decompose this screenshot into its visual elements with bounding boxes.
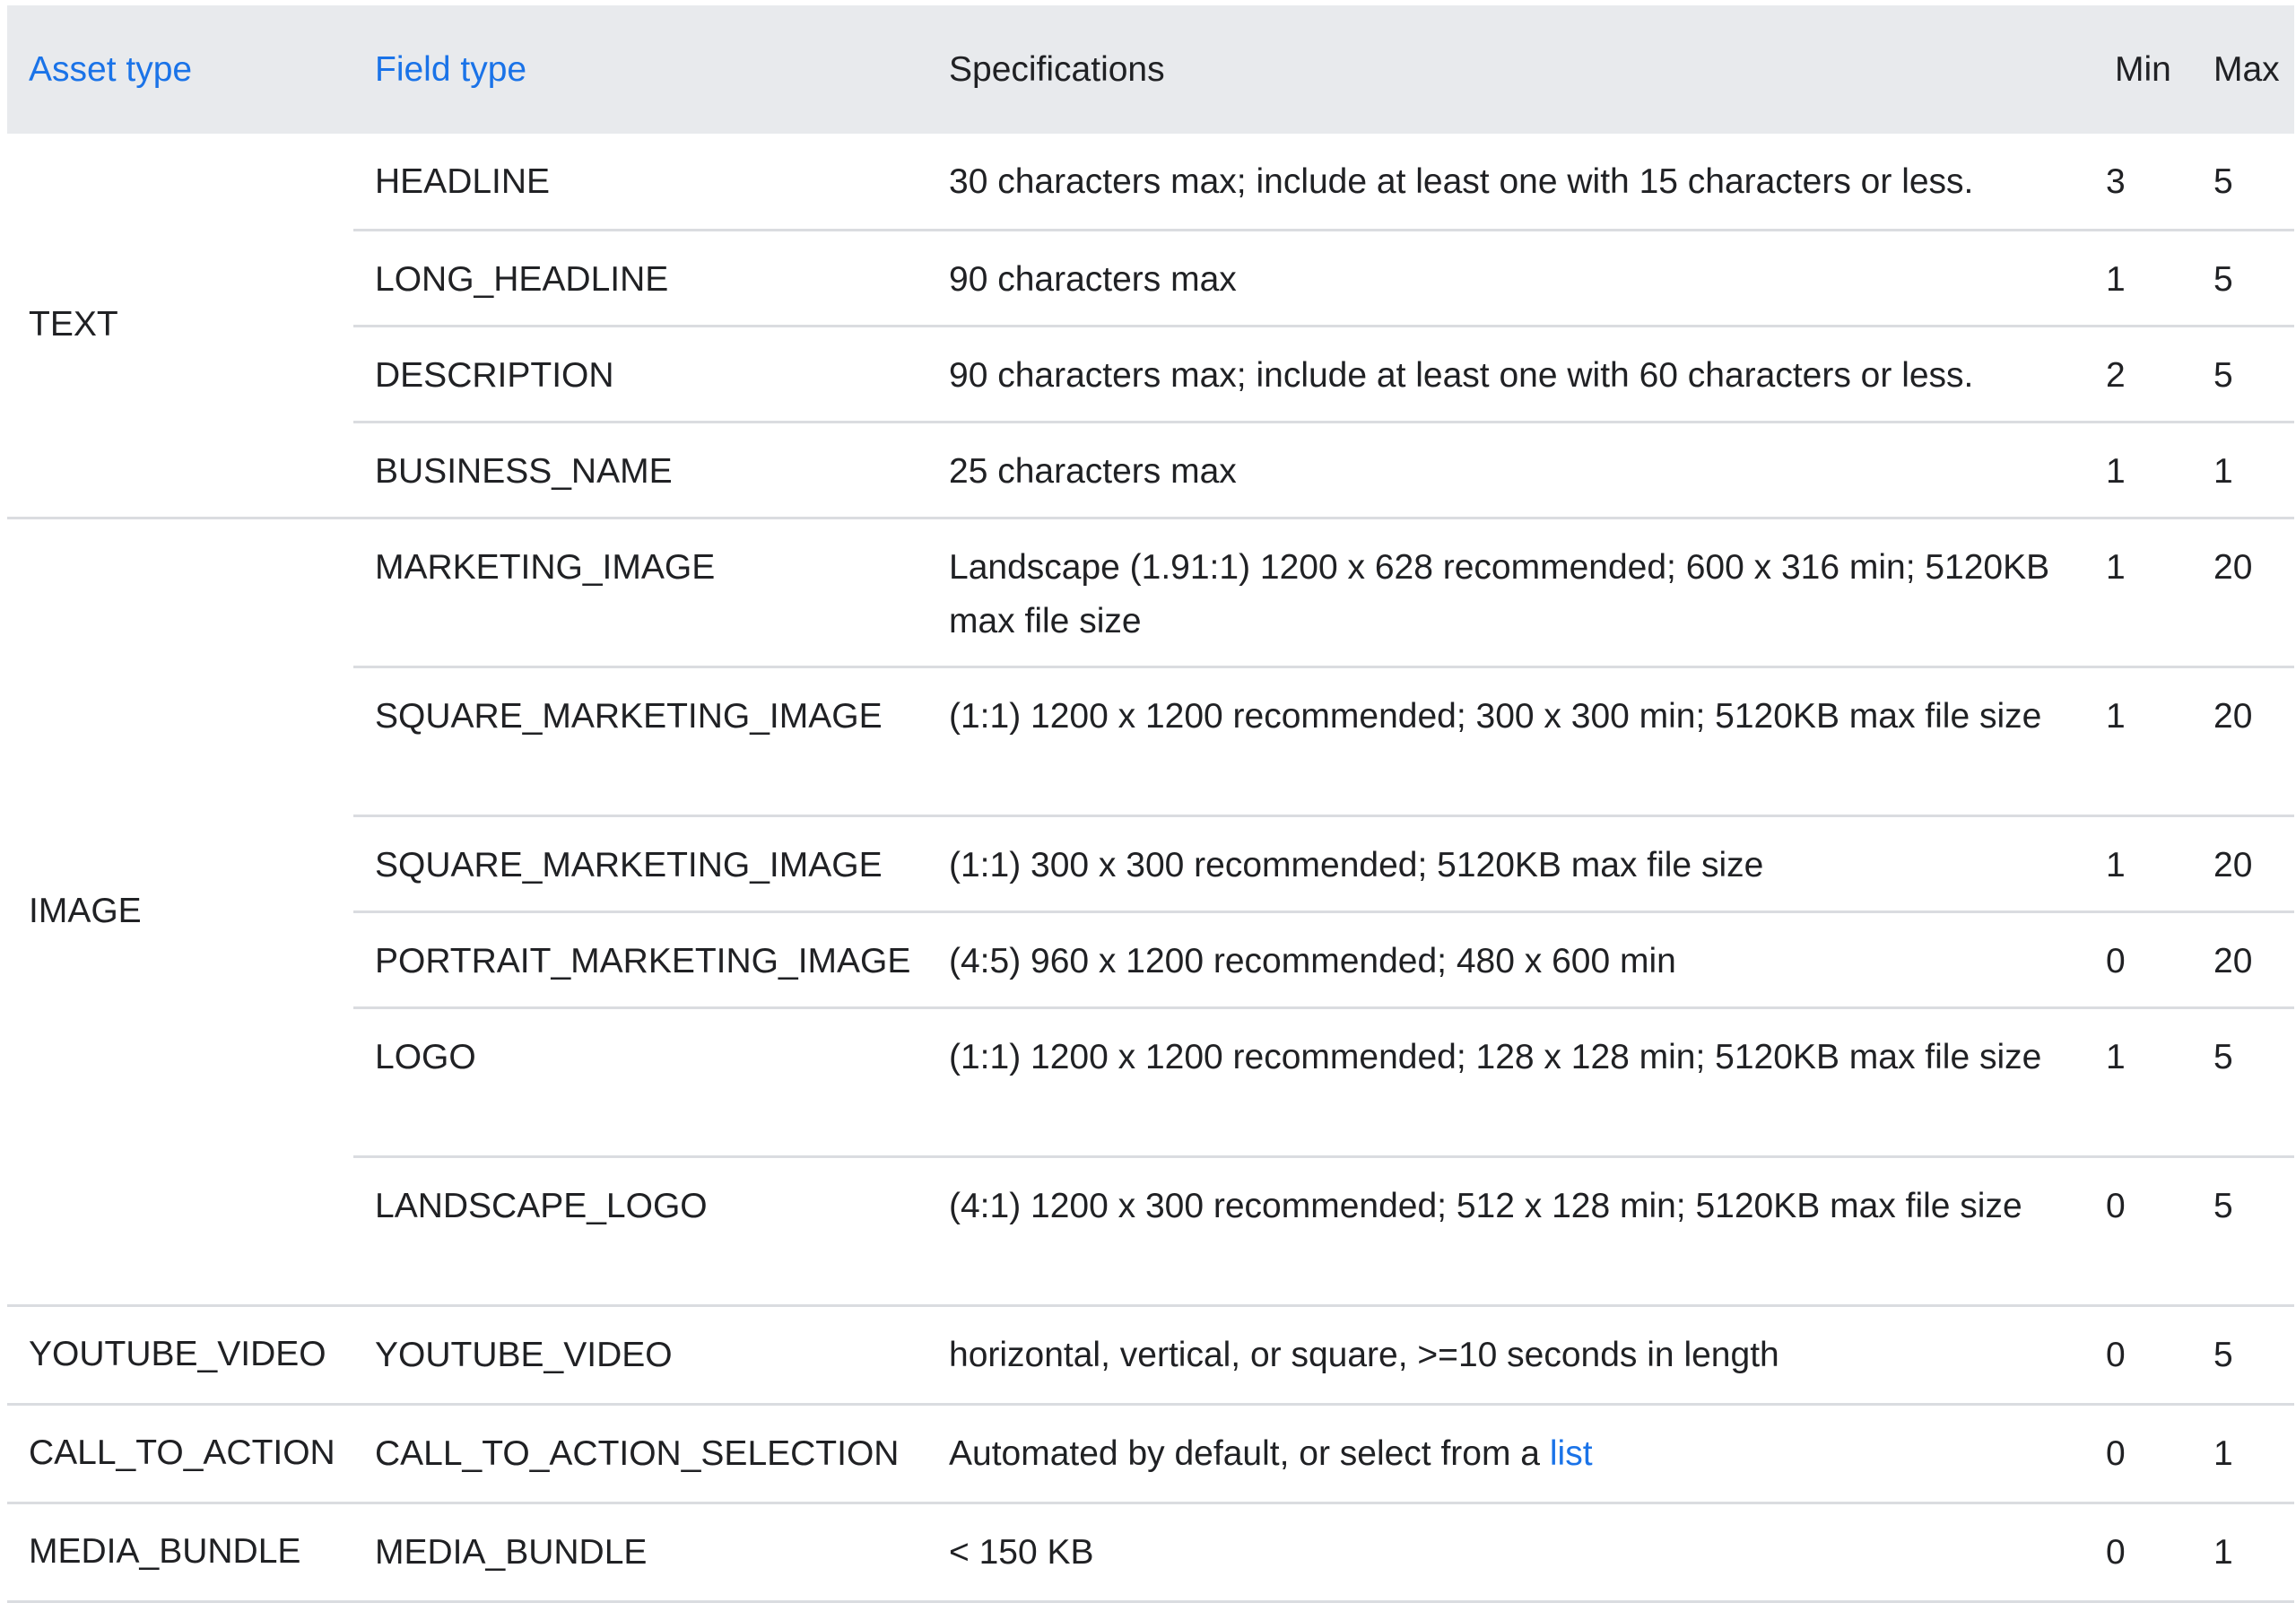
max-cell: 1 <box>2192 422 2294 518</box>
max-cell: 20 <box>2192 666 2294 815</box>
min-cell: 1 <box>2093 518 2192 666</box>
min-cell: 1 <box>2093 666 2192 815</box>
table-row <box>7 134 2294 230</box>
table-row <box>7 1305 2294 1404</box>
asset-spec-table <box>7 5 2294 1603</box>
spec-cell: (1:1) 1200 x 1200 recommended; 300 x 300 min; 5120KB max file size <box>927 666 2093 815</box>
min-cell: 3 <box>2093 134 2192 230</box>
spec-cell <box>927 1404 2093 1503</box>
min-cell: 0 <box>2093 1503 2192 1601</box>
min-cell: 1 <box>2093 815 2192 911</box>
field-type-cell: BUSINESS_NAME <box>353 422 927 518</box>
field-type-cell: YOUTUBE_VIDEO <box>353 1305 927 1404</box>
field-type-cell: SQUARE_MARKETING_IMAGE <box>353 815 927 911</box>
spec-cell: < 150 KB <box>927 1503 2093 1601</box>
asset-type-cell: MEDIA_BUNDLE <box>7 1503 353 1601</box>
header-min: Min <box>2115 49 2171 89</box>
cta-list-link[interactable]: list <box>1549 1433 1593 1473</box>
table-row <box>7 1503 2294 1601</box>
spec-cell: Landscape (1.91:1) 1200 x 628 recommended; 600 x 316 min; 5120KB max file size <box>927 518 2093 666</box>
field-type-cell: LANDSCAPE_LOGO <box>353 1156 927 1305</box>
field-type-cell: CALL_TO_ACTION_SELECTION <box>353 1404 927 1503</box>
max-cell: 20 <box>2192 815 2294 911</box>
asset-type-cell: CALL_TO_ACTION <box>7 1404 353 1503</box>
spec-cell: (4:5) 960 x 1200 recommended; 480 x 600 min <box>927 911 2093 1007</box>
table-row <box>7 1404 2294 1503</box>
min-cell: 0 <box>2093 1305 2192 1404</box>
spec-cell: 90 characters max; include at least one with 60 characters or less. <box>927 326 2093 422</box>
header-max: Max <box>2213 49 2280 89</box>
max-cell: 5 <box>2192 134 2294 230</box>
max-cell: 5 <box>2192 230 2294 326</box>
min-cell: 0 <box>2093 911 2192 1007</box>
max-cell: 5 <box>2192 1156 2294 1305</box>
field-type-cell: LOGO <box>353 1007 927 1156</box>
spec-cell: 25 characters max <box>927 422 2093 518</box>
max-cell: 5 <box>2192 1007 2294 1156</box>
min-cell: 2 <box>2093 326 2192 422</box>
max-cell: 20 <box>2192 911 2294 1007</box>
max-cell: 5 <box>2192 1305 2294 1404</box>
max-cell: 1 <box>2192 1404 2294 1503</box>
header-field-type[interactable]: Field type <box>375 49 527 89</box>
header-specifications: Specifications <box>949 49 1165 89</box>
header-row <box>7 5 2294 134</box>
table-body <box>7 134 2294 1601</box>
spec-cell: (1:1) 1200 x 1200 recommended; 128 x 128 min; 5120KB max file size <box>927 1007 2093 1156</box>
field-type-cell: DESCRIPTION <box>353 326 927 422</box>
spec-cell: (1:1) 300 x 300 recommended; 5120KB max file size <box>927 815 2093 911</box>
min-cell: 1 <box>2093 230 2192 326</box>
asset-type-cell: TEXT <box>7 134 353 518</box>
asset-spec-table-container <box>7 5 2294 1603</box>
table-header <box>7 5 2294 134</box>
field-type-cell: SQUARE_MARKETING_IMAGE <box>353 666 927 815</box>
field-type-cell: PORTRAIT_MARKETING_IMAGE <box>353 911 927 1007</box>
spec-cell: horizontal, vertical, or square, >=10 seconds in length <box>927 1305 2093 1404</box>
field-type-cell: LONG_HEADLINE <box>353 230 927 326</box>
spec-text: Automated by default, or select from a <box>949 1433 1541 1473</box>
table-row <box>7 518 2294 666</box>
field-type-cell: HEADLINE <box>353 134 927 230</box>
min-cell: 1 <box>2093 1007 2192 1156</box>
max-cell: 5 <box>2192 326 2294 422</box>
max-cell: 20 <box>2192 518 2294 666</box>
field-type-cell: MARKETING_IMAGE <box>353 518 927 666</box>
spec-cell: 30 characters max; include at least one with 15 characters or less. <box>927 134 2093 230</box>
min-cell: 0 <box>2093 1156 2192 1305</box>
min-cell: 1 <box>2093 422 2192 518</box>
max-cell: 1 <box>2192 1503 2294 1601</box>
field-type-cell: MEDIA_BUNDLE <box>353 1503 927 1601</box>
header-asset-type[interactable]: Asset type <box>29 49 193 89</box>
asset-type-cell: YOUTUBE_VIDEO <box>7 1305 353 1404</box>
spec-cell: 90 characters max <box>927 230 2093 326</box>
min-cell: 0 <box>2093 1404 2192 1503</box>
asset-type-cell: IMAGE <box>7 518 353 1305</box>
spec-cell: (4:1) 1200 x 300 recommended; 512 x 128 min; 5120KB max file size <box>927 1156 2093 1305</box>
